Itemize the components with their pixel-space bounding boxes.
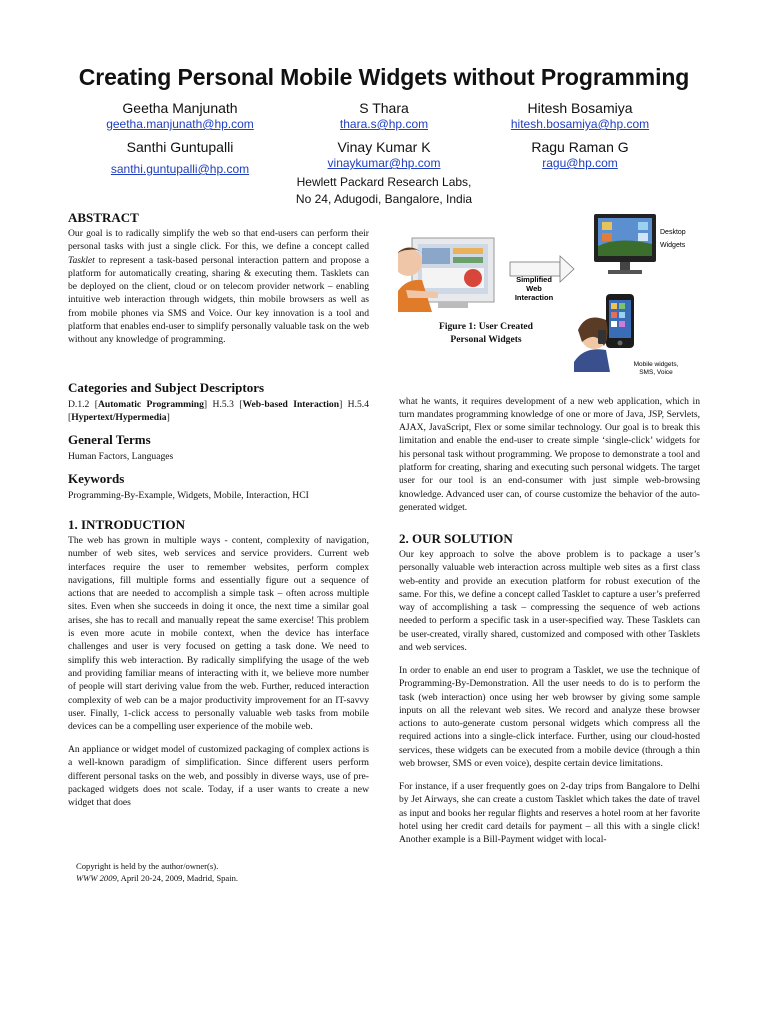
author-block-3: [460, 100, 700, 132]
introduction-para-continued: what he wants, it requires development of a new web application, which in turn mandates programming knowledge of one or more of Java, JSP, Servlets, AJAX, JavaScript, Flex or some similar technology. Our goal is to break this limitation and enable the end-user to create simple ‘single-click’ widgets for his personal task without programming. We propose to demonstrate a tool and platform for creating, sharing and executing such personal widgets. The target user for our tool is an end-consumer with just simple web-browsing knowledge. Advanced user can, of course customize the behavior of the auto-generated widget.: [399, 395, 700, 513]
simplified-label: Simplified: [516, 275, 552, 284]
abstract-section: [68, 210, 369, 356]
copyright-notice: [76, 860, 356, 884]
author-email-link[interactable]: hitesh.bosamiya@hp.com: [510, 117, 650, 131]
solution-para-2: In order to enable an end user to program a Tasklet, we use the technique of Programming-By-Demonstration. All the user needs to do is to perform the task (web interaction) once using her web browser by giving some sample inputs on all the relevant web sites. We record and analyze these browser actions to auto-generate custom personal widgets which compress all the required actions into a single-click interface. Further, using our cloud-hosted services, these widgets can be executed from a mobile device (through a thin web browser, SMS or even voice), despite certain device limitations.: [399, 664, 700, 770]
general-terms-heading: General Terms: [68, 432, 151, 447]
solution-heading: 2. OUR SOLUTION: [399, 531, 513, 546]
keywords-text: Programming-By-Example, Widgets, Mobile, Interaction, HCI: [68, 490, 309, 501]
person-at-computer-icon: [398, 238, 494, 312]
widgets-label: Widgets: [660, 242, 686, 249]
author-name: Vinay Kumar K: [337, 139, 431, 155]
solution-section: [399, 531, 700, 856]
author-email-link[interactable]: santhi.guntupalli@hp.com: [110, 162, 250, 176]
simplified-label: Interaction: [514, 293, 554, 302]
paper-title: Creating Personal Mobile Widgets without Programming: [78, 64, 690, 90]
simplified-label: Web: [526, 284, 542, 293]
solution-para-3: For instance, if a user frequently goes on 2-day trips from Bangalore to Delhi by Jet Airways, she can create a custom Tasklet which takes the date of travel as input and books her regular flights and reserves a hotel room at her favorite hotel using her credit card details for payment – all this with a single click! Another example is a Bill-Payment widget with local-: [399, 780, 700, 846]
author-email-link[interactable]: thara.s@hp.com: [339, 117, 429, 131]
author-email-link[interactable]: geetha.manjunath@hp.com: [106, 117, 254, 131]
introduction-heading: 1. INTRODUCTION: [68, 517, 186, 532]
keywords-section: [68, 471, 369, 512]
affiliation: [234, 174, 534, 208]
author-email-link[interactable]: vinaykumar@hp.com: [327, 156, 441, 170]
general-terms-text: Human Factors, Languages: [68, 451, 174, 462]
desktop-label: Desktop: [660, 229, 686, 236]
author-name: Hitesh Bosamiya: [527, 100, 633, 116]
affiliation-line: Hewlett Packard Research Labs,: [296, 175, 472, 189]
mobile-phone-icon: [606, 294, 634, 348]
solution-para-1: Our key approach to solve the above problem is to package a user’s personally valuable web interaction across multiple web sites as a first class web-entity and provide an execution platform for robust execution of the same. For this, we define a concept called Tasklet to capture a user’s preferred way of accomplishing a task – compressing the sequence of web actions needed to perform a specific task in a user-specified way. These Tasklets can be user-created, virally shared, customized and composed with other Tasklets and web services.: [399, 549, 700, 654]
desktop-monitor-icon: [594, 214, 656, 274]
general-terms-section: [68, 432, 369, 473]
figure-caption: Figure 1: User Created Personal Widgets: [438, 321, 534, 345]
mobile-label: Mobile widgets,: [633, 361, 679, 368]
woman-on-phone-icon: [574, 318, 610, 372]
copyright-line: Copyright is held by the author/owner(s).: [76, 861, 219, 871]
author-name: Santhi Guntupalli: [126, 139, 234, 155]
keywords-heading: Keywords: [68, 471, 125, 486]
introduction-para-1: The web has grown in multiple ways - content, complexity of navigation, number of web sites, web services and service providers. Current web interfaces require the user to remember websites, perform complex navigations, fill multiple forms and essentially figure out a sequence of actions that are needed to accomplish a simple task – often across multiple sites. Even when she succeeds in doing it once, the next time a similar goal arises, she has to recall and manually repeat the same exercise! This problem is even more acute in mobile context, when the device has interface challenges and user is very focused on getting a task done. We need to simplify this web interaction. By radically simplifying the usage of the web and providing familiar means of interacting with it, we believe more number of people will start deriving value from the web. Further, reduced interaction complexity of web can be a major productivity improvement for an IT-savvy user. Finally, 1-click access to personally valuable web tasks from mobile devices can be a compelling user experience of the mobile web.: [68, 535, 369, 733]
figure-1-illustration: [398, 212, 728, 380]
author-name: Geetha Manjunath: [122, 100, 238, 116]
introduction-section: [68, 517, 369, 819]
author-email-link[interactable]: ragu@hp.com: [542, 156, 618, 170]
author-block-6: [460, 139, 700, 171]
abstract-text: Our goal is to radically simplify the web so that end-users can perform their personal tasks with just a single click. For this, we define a concept called Tasklet to represent a task-based personal interaction pattern and propose a platform for automatically creating, sharing & executing them. Tasklets can be deployed on the client, cloud or on telecom provider network – enabling intuitive web interaction through widgets, thin mobile browsers as well as from mobile phones via SMS and Voice. Our key innovation is a tool and platform that enables end-user to simplify personally valuable task on the web without any knowledge of programming.: [68, 228, 369, 346]
mobile-label: SMS, Voice: [639, 369, 673, 376]
categories-heading: Categories and Subject Descriptors: [68, 380, 265, 395]
conference-line: WWW 2009, April 20-24, 2009, Madrid, Spain.: [76, 873, 239, 883]
affiliation-line: No 24, Adugodi, Bangalore, India: [295, 192, 473, 206]
introduction-continued: [399, 385, 700, 524]
categories-text: D.1.2 [Automatic Programming] H.5.3 [Web-based Interaction] H.5.4 [Hypertext/Hypermedia]: [68, 399, 370, 424]
categories-section: [68, 380, 369, 434]
author-name: S Thara: [359, 100, 409, 116]
introduction-para-2: An appliance or widget model of customized packaging of complex actions is a well-known paradigm of simplification. Since different users perform different personal tasks on the web, and possibly in diverse ways, use of pre-packaged widgets does not scale. Today, if a user wants to create a new widget that does: [68, 744, 369, 809]
author-name: Ragu Raman G: [531, 139, 629, 155]
abstract-heading: ABSTRACT: [68, 210, 139, 225]
